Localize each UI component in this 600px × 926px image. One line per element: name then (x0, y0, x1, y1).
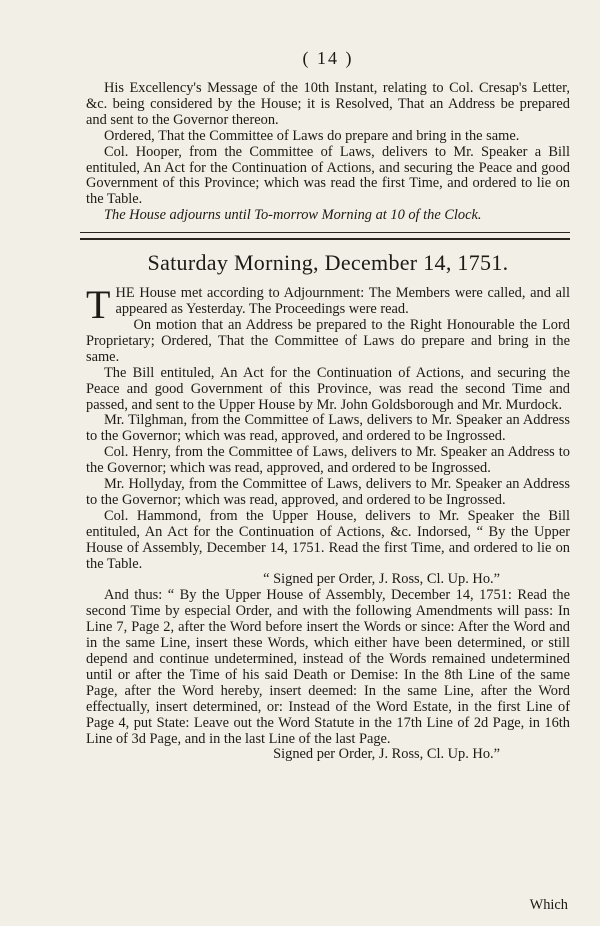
paragraph-mr-hollyday: Mr. Hollyday, from the Committee of Laws, delivers to Mr. Speaker an Address to the Governor; which was read, approved, and ordered to be Ingrossed. (86, 476, 570, 508)
paragraph-bill-second-reading: The Bill entituled, An Act for the Continuation of Actions, and securing the Peace and good Government of this Province, was read the second Time and passed, and sent to the Upper House by Mr. John Goldsborough and Mr. Murdock. (86, 364, 570, 413)
paragraph-motion-address: On motion that an Address be prepared to the Right Honourable the Lord Proprietary; Ordered, That the Committee of Laws do prepare and bring in the same. (86, 316, 570, 365)
session-heading: Saturday Morning, December 14, 1751. (147, 250, 509, 276)
catchword: Which (529, 897, 568, 913)
signature-line-2: Signed per Order, J. Ross, Cl. Up. Ho.” (273, 746, 500, 763)
drop-cap: T (86, 282, 111, 328)
paragraph-col-hooper: Col. Hooper, from the Committee of Laws, delivers to Mr. Speaker a Bill entituled, An Act for the Continuation of Actions, and securing the Peace and good Government of this Province; which was read the first Time, and ordered to lie on the Table. (86, 143, 570, 208)
paragraph-adjournment: The House adjourns until To-morrow Morning at 10 of the Clock. (104, 207, 482, 224)
page-number: ( 14 ) (302, 48, 354, 68)
paragraph-amendments: And thus: “ By the Upper House of Assembly, December 14, 1751: Read the second Time by especial Order, and with the following Amendments will pass: In Line 7, Page 2, after the Word before insert the Words or since: After the Word and in the same Line, insert these Words, which either have been determined, or still depend and continue undetermined, instead of the Words remained undetermined until or after the Time of his said Death or Demise: In the 8th Line of the same Page, after the Word hereby, insert deemed: In the same Line, after the Word effectually, insert determined, or: Instead of the Word Estate, in the first Line of Page 4, put State: Leave out the Word Statute in the 17th Line of 2d Page, in 16th Line of 3d Page, and in the last Line of the last Page. (86, 587, 570, 747)
paragraph-ordered: Ordered, That the Committee of Laws do prepare and bring in the same. (104, 127, 520, 144)
paragraph-house-met (86, 282, 570, 328)
paragraph-col-henry: Col. Henry, from the Committee of Laws, delivers to Mr. Speaker an Address to the Governor; which was read, approved, and ordered to be Ingrossed. (86, 444, 570, 477)
paragraph-governor-message: His Excellency's Message of the 10th Instant, relating to Col. Cresap's Letter, &c. being considered by the House; it is Resolved, That an Address be prepared and sent to the Governor thereon. (86, 80, 570, 128)
paragraph-house-met-text: HE House met according to Adjournment: The Members were called, and all appeared as Yesterday. The Proceedings were read. (115, 285, 570, 318)
signature-line-1: “ Signed per Order, J. Ross, Cl. Up. Ho.” (263, 571, 500, 588)
section-rule (80, 232, 570, 240)
paragraph-mr-tilghman: Mr. Tilghman, from the Committee of Laws, delivers to Mr. Speaker an Address to the Governor; which was read, approved, and ordered to be Ingrossed. (86, 412, 570, 445)
paragraph-col-hammond: Col. Hammond, from the Upper House, delivers to Mr. Speaker the Bill entituled, An Act for the Continuation of Actions, &c. Indorsed, “ By the Upper House of Assembly, December 14, 1751. Read the first Time, and ordered to lie on the Table. (86, 507, 570, 572)
